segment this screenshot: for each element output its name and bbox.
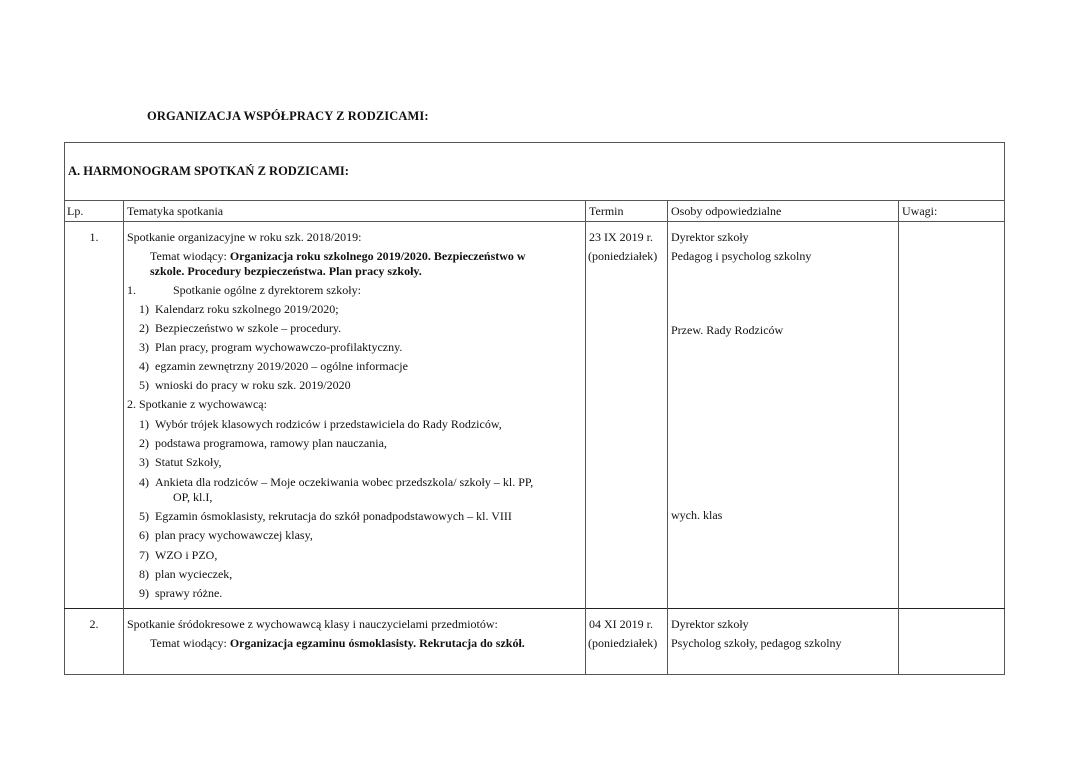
list-item — [127, 528, 313, 543]
lead-topic-text: Organizacja roku szkolnego 2019/2020. Bezpieczeństwo w — [229, 249, 526, 263]
list-number: 3) — [139, 340, 149, 354]
list-text: wnioski do pracy w roku szk. 2019/2020 — [155, 378, 351, 392]
list-item — [127, 359, 408, 374]
list-item — [127, 417, 502, 432]
list-item — [127, 509, 512, 524]
list-text: sprawy różne. — [155, 586, 223, 600]
lead-topic — [150, 249, 582, 264]
list-number: 7) — [139, 548, 149, 562]
list-number: 9) — [139, 586, 149, 600]
list-number: 1) — [139, 417, 149, 431]
list-item — [127, 548, 217, 563]
column-divider — [898, 200, 899, 675]
part1-label: Spotkanie ogólne z dyrektorem szkoły: — [173, 283, 361, 297]
list-number: 5) — [139, 509, 149, 523]
list-item — [127, 321, 341, 336]
responsible-person: Pedagog i psycholog szkolny — [671, 249, 812, 263]
list-text: Egzamin ósmoklasisty, rekrutacja do szkół ponadpodstawowych – kl. VIII — [155, 509, 512, 523]
header-topic: Tematyka spotkania — [127, 204, 224, 218]
list-text: WZO i PZO, — [155, 548, 218, 562]
list-text: Bezpieczeństwo w szkole – procedury. — [155, 321, 342, 335]
lead-topic-prefix: Temat wiodący: — [150, 636, 230, 650]
header-top-rule — [64, 200, 1005, 201]
header-bottom-rule — [64, 221, 1005, 222]
list-number: 1) — [139, 302, 149, 316]
row-number: 2. — [89, 617, 99, 631]
meeting-date: 04 XI 2019 r. — [589, 617, 653, 631]
lead-topic-prefix: Temat wiodący: — [150, 249, 230, 263]
lead-topic — [150, 636, 525, 651]
list-number: 6) — [139, 528, 149, 542]
list-item — [127, 302, 339, 317]
meeting-date: 23 IX 2019 r. — [589, 230, 653, 244]
responsible-person: Psycholog szkoły, pedagog szkolny — [671, 636, 842, 650]
part1-number: 1. — [127, 283, 136, 297]
header-lp: Lp. — [67, 204, 84, 218]
list-number: 4) — [139, 359, 149, 373]
list-text: Plan pracy, program wychowawczo-profilaktyczny. — [155, 340, 403, 354]
list-number: 8) — [139, 567, 149, 581]
list-number: 2) — [139, 436, 149, 450]
list-text: Statut Szkoły, — [155, 455, 222, 469]
list-text: Ankieta dla rodziców – Moje oczekiwania wobec przedszkola/ szkoły – kl. PP, — [155, 475, 534, 489]
lead-topic-continued: szkole. Procedury bezpieczeństwa. Plan pracy szkoły. — [150, 264, 422, 278]
row-number: 1. — [89, 230, 99, 244]
responsible-person: Przew. Rady Rodziców — [671, 323, 784, 337]
document-title: ORGANIZACJA WSPÓŁPRACY Z RODZICAMI: — [147, 109, 429, 123]
list-item — [127, 455, 222, 470]
header-persons: Osoby odpowiedzialne — [671, 204, 782, 218]
list-text: egzamin zewnętrzny 2019/2020 – ogólne informacje — [155, 359, 408, 373]
list-item — [127, 475, 533, 490]
list-number: 5) — [139, 378, 149, 392]
list-item — [127, 436, 387, 451]
list-text: Kalendarz roku szkolnego 2019/2020; — [155, 302, 339, 316]
lead-topic-text: Organizacja egzaminu ósmoklasisty. Rekrutacja do szkół. — [229, 636, 525, 650]
list-item — [127, 567, 232, 582]
meeting-title: Spotkanie śródokresowe z wychowawcą klasy i nauczycielami przedmiotów: — [127, 617, 498, 631]
list-text: podstawa programowa, ramowy plan nauczania, — [155, 436, 387, 450]
column-divider — [667, 200, 668, 675]
list-number: 3) — [139, 455, 149, 469]
row-divider — [64, 608, 1005, 609]
section-title: A. HARMONOGRAM SPOTKAŃ Z RODZICAMI: — [68, 164, 349, 178]
column-divider — [585, 200, 586, 675]
responsible-person: Dyrektor szkoły — [671, 230, 749, 244]
responsible-person: wych. klas — [671, 508, 723, 522]
meeting-weekday: (poniedziałek) — [588, 636, 658, 650]
meeting-weekday: (poniedziałek) — [588, 249, 658, 263]
list-text: Wybór trójek klasowych rodziców i przedstawiciela do Rady Rodziców, — [155, 417, 502, 431]
list-item — [127, 586, 222, 601]
list-item — [127, 340, 402, 355]
list-number: 2) — [139, 321, 149, 335]
list-text-continued: OP, kl.I, — [173, 490, 213, 504]
part2-label: 2. Spotkanie z wychowawcą: — [127, 397, 267, 411]
list-item — [127, 378, 351, 393]
meeting-title: Spotkanie organizacyjne w roku szk. 2018/2019: — [127, 230, 362, 244]
list-number: 4) — [139, 475, 149, 489]
header-notes: Uwagi: — [902, 204, 938, 218]
list-text: plan pracy wychowawczej klasy, — [155, 528, 313, 542]
list-text: plan wycieczek, — [155, 567, 233, 581]
responsible-person: Dyrektor szkoły — [671, 617, 749, 631]
column-divider — [123, 200, 124, 675]
header-date: Termin — [589, 204, 624, 218]
